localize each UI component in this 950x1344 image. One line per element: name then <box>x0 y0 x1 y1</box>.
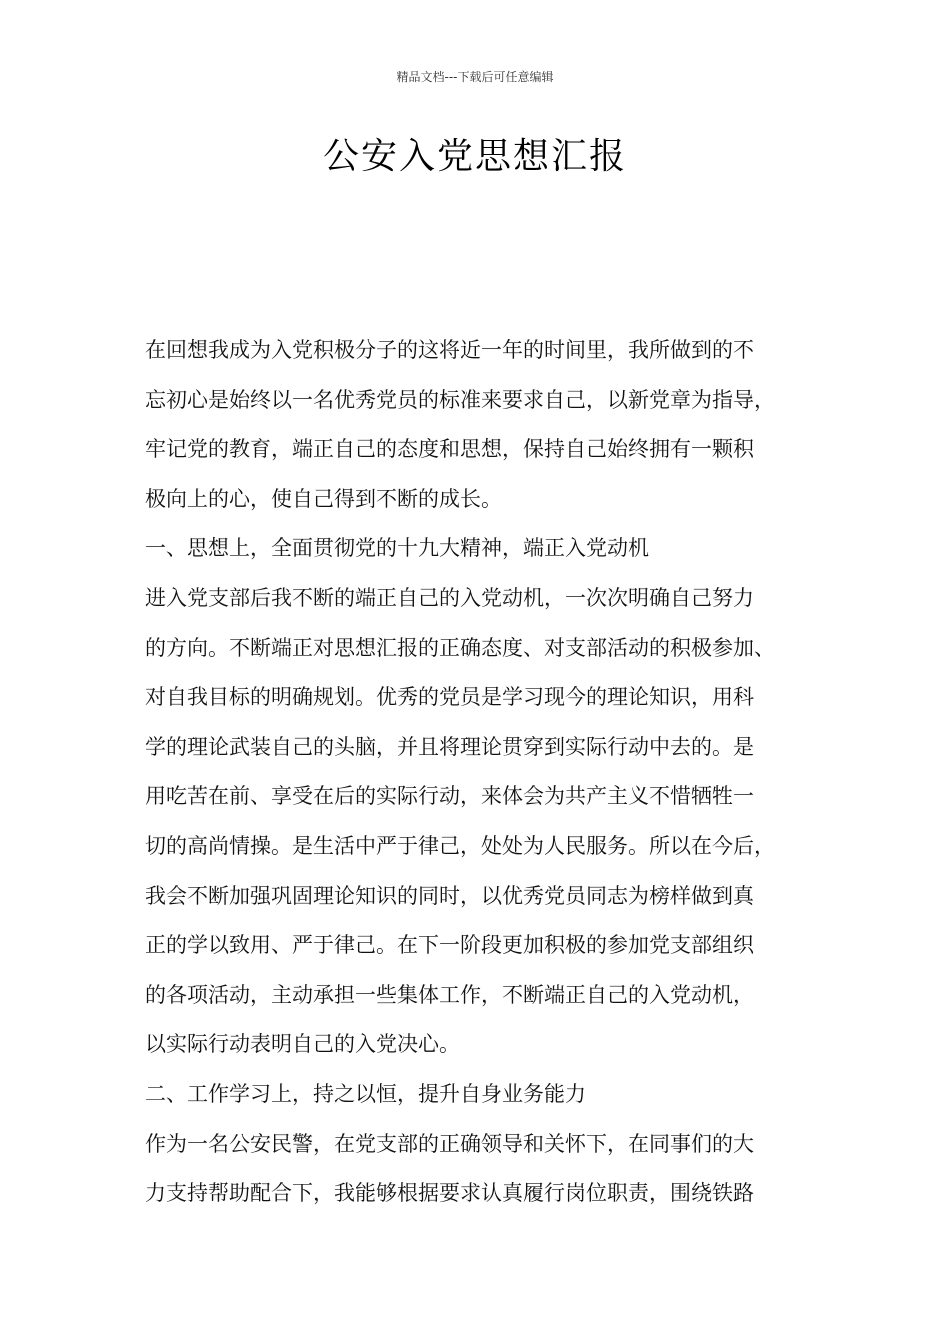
body-line: 力支持帮助配合下，我能够根据要求认真履行岗位职责，围绕铁路 <box>145 1181 754 1206</box>
body-line: 作为一名公安民警，在党支部的正确领导和关怀下，在同事们的大 <box>145 1131 754 1156</box>
header-note: 精品文档---下载后可任意编辑 <box>396 70 554 84</box>
body-line: 忘初心是始终以一名优秀党员的标准来要求自己，以新党章为指导， <box>145 387 775 412</box>
body-line: 极向上的心，使自己得到不断的成长。 <box>145 486 502 511</box>
body-line: 用吃苦在前、享受在后的实际行动，来体会为共产主义不惜牺牲一 <box>145 784 754 809</box>
section-heading-1: 一、思想上，全面贯彻党的十九大精神，端正入党动机 <box>145 536 649 561</box>
body-line: 学的理论武装自己的头脑，并且将理论贯穿到实际行动中去的。是 <box>145 734 754 759</box>
body-line: 的各项活动，主动承担一些集体工作，不断端正自己的入党动机， <box>145 982 754 1007</box>
body-line: 切的高尚情操。是生活中严于律己，处处为人民服务。所以在今后， <box>145 833 775 858</box>
body-line: 进入党支部后我不断的端正自己的入党动机，一次次明确自己努力 <box>145 585 754 610</box>
body-line: 牢记党的教育，端正自己的态度和思想，保持自己始终拥有一颗积 <box>145 437 754 462</box>
body-line: 正的学以致用、严于律己。在下一阶段更加积极的参加党支部组织 <box>145 933 754 958</box>
body-line: 我会不断加强巩固理论知识的同时，以优秀党员同志为榜样做到真 <box>145 883 754 908</box>
body-line: 以实际行动表明自己的入党决心。 <box>145 1032 460 1057</box>
section-heading-2: 二、工作学习上，持之以恒，提升自身业务能力 <box>145 1081 586 1106</box>
document-body <box>145 330 825 1223</box>
body-line: 在回想我成为入党积极分子的这将近一年的时间里，我所做到的不 <box>145 338 754 362</box>
document-title: 公安入党思想汇报 <box>322 136 627 177</box>
body-line: 对自我目标的明确规划。优秀的党员是学习现今的理论知识，用科 <box>145 685 754 710</box>
body-line: 的方向。不断端正对思想汇报的正确态度、对支部活动的积极参加、 <box>145 635 775 660</box>
